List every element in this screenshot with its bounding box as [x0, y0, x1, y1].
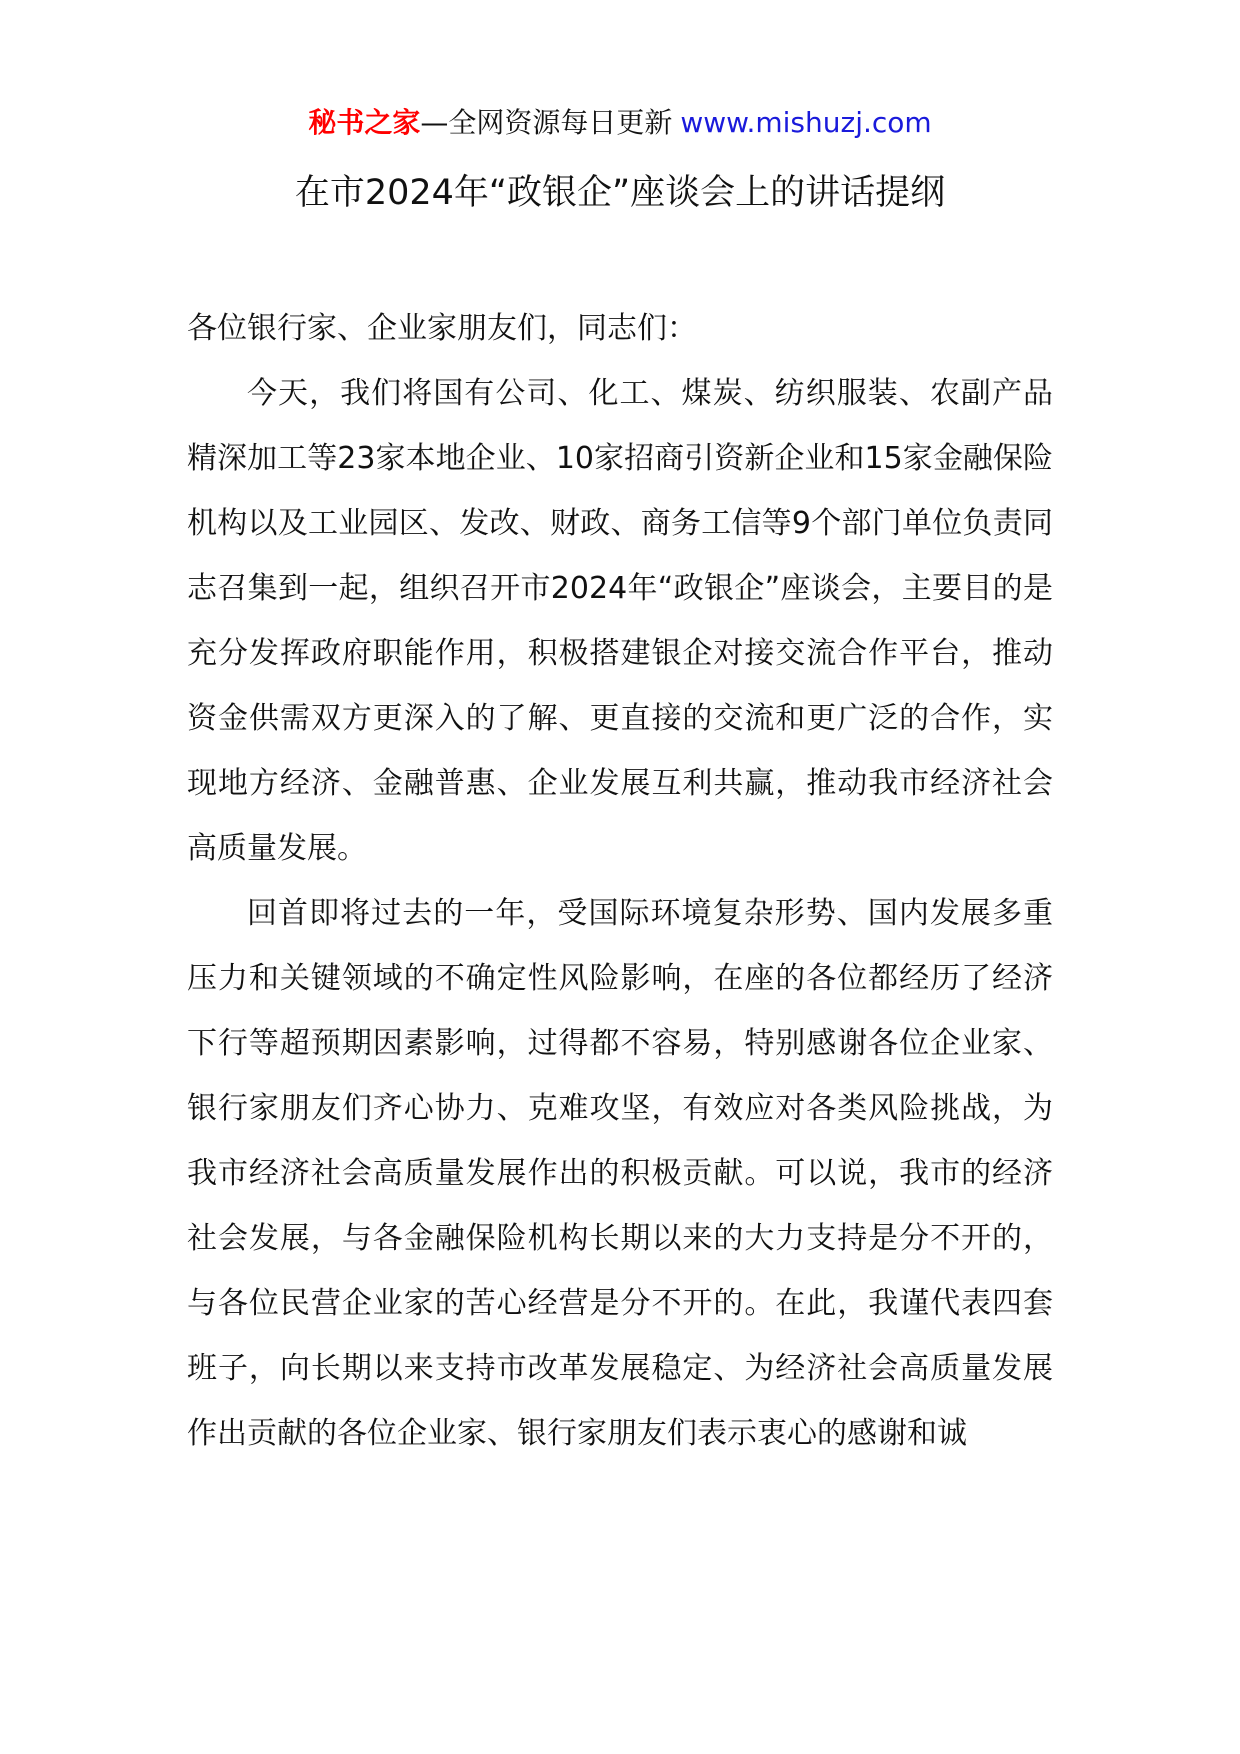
site-header	[0, 103, 1240, 143]
paragraph: 今天，我们将国有公司、化工、煤炭、纺织服装、农副产品精深加工等23家本地企业、10家招商引资新企业和15家金融保险机构以及工业园区、发改、财政、商务工信等9个部门单位负责同志召集到一起，组织召开市2024年“政银企”座谈会，主要目的是充分发挥政府职能作用，积极搭建银企对接交流合作平台，推动资金供需双方更深入的了解、更直接的交流和更广泛的合作，实现地方经济、金融普惠、企业发展互利共赢，推动我市经济社会高质量发展。	[187, 376, 1053, 866]
site-url-link[interactable]: www.mishuzj.com	[680, 106, 932, 139]
salutation: 各位银行家、企业家朋友们，同志们：	[187, 311, 697, 346]
site-tagline: —全网资源每日更新	[420, 106, 673, 139]
paragraph: 回首即将过去的一年，受国际环境复杂形势、国内发展多重压力和关键领域的不确定性风险影响，在座的各位都经历了经济下行等超预期因素影响，过得都不容易，特别感谢各位企业家、银行家朋友们齐心协力、克难攻坚，有效应对各类风险挑战，为我市经济社会高质量发展作出的积极贡献。可以说，我市的经济社会发展，与各金融保险机构长期以来的大力支持是分不开的，与各位民营企业家的苦心经营是分不开的。在此，我谨代表四套班子，向长期以来支持市改革发展稳定、为经济社会高质量发展作出贡献的各位企业家、银行家朋友们表示衷心的感谢和诚	[187, 896, 1053, 1451]
site-brand: 秘书之家	[308, 106, 421, 139]
document-title: 在市2024年“政银企”座谈会上的讲话提纲	[294, 173, 946, 213]
document-body	[187, 296, 1053, 1466]
